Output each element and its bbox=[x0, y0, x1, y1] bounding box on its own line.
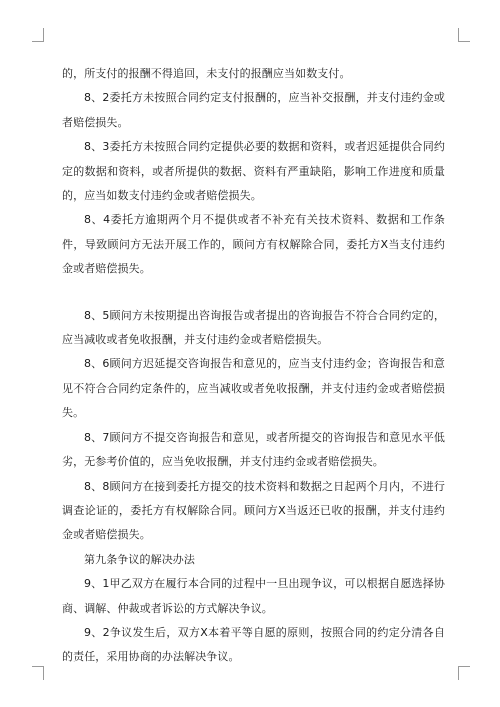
crop-mark-bottom-left bbox=[32, 666, 44, 680]
clause-8-3: 8、3委托方未按照合同约定提供必要的数据和资料，或者迟延提供合同约定的数据和资料，或者所提供的数据、资料有严重缺陷，影响工作进度和质量的，应当如数支付违约金或者赔偿损失。 bbox=[62, 140, 445, 203]
paragraph-continuation: 的，所支付的报酬不得追回，未支付的报酬应当如数支付。 bbox=[62, 67, 351, 80]
document-body bbox=[62, 62, 445, 670]
section-heading-article-9: 第九条争议的解决办法 bbox=[84, 552, 195, 566]
clause-8-6: 8、6顾问方迟延提交咨询报告和意见的，应当支付违约金；咨询报告和意见不符合合同约定条件的，应当减收或者免收报酬，并支付违约金或者赔偿损失。 bbox=[62, 357, 445, 420]
crop-mark-top-right bbox=[458, 28, 470, 42]
clause-9-1: 9、1甲乙双方在履行本合同的过程中一旦出现争议，可以根据自愿选择协商、调解、仲裁或者诉讼的方式解决争议。 bbox=[62, 577, 445, 615]
crop-mark-bottom-right bbox=[458, 666, 470, 680]
clause-8-4: 8、4委托方逾期两个月不提供或者不补充有关技术资料、数据和工作条件，导致顾问方无法开展工作的，顾问方有权解除合同，委托方X当支付违约金或者赔偿损失。 bbox=[62, 213, 445, 276]
clause-8-7: 8、7顾问方不提交咨询报告和意见，或者所提交的咨询报告和意见水平低劣，无参考价值的，应当免收报酬，并支付违约金或者赔偿损失。 bbox=[62, 430, 445, 469]
crop-mark-top-left bbox=[32, 28, 44, 42]
clause-8-2: 8、2委托方未按照合同约定支付报酬的，应当补交报酬，并支付违约金或者赔偿损失。 bbox=[62, 91, 445, 129]
clause-8-8: 8、8顾问方在接到委托方提交的技术资料和数据之日起两个月内，不进行调查论证的，委托方有权解除合同。顾问方X当返还已收的报酬，并支付违约金或者赔偿损失。 bbox=[62, 479, 445, 542]
clause-9-2: 9、2争议发生后，双方X本着平等自愿的原则，按照合同的约定分清各自的责任，采用协商的办法解决争议。 bbox=[62, 625, 445, 664]
clause-8-5: 8、5顾问方未按期提出咨询报告或者提出的咨询报告不符合合同约定的，应当减收或者免收报酬，并支付违约金或者赔偿损失。 bbox=[62, 308, 445, 347]
